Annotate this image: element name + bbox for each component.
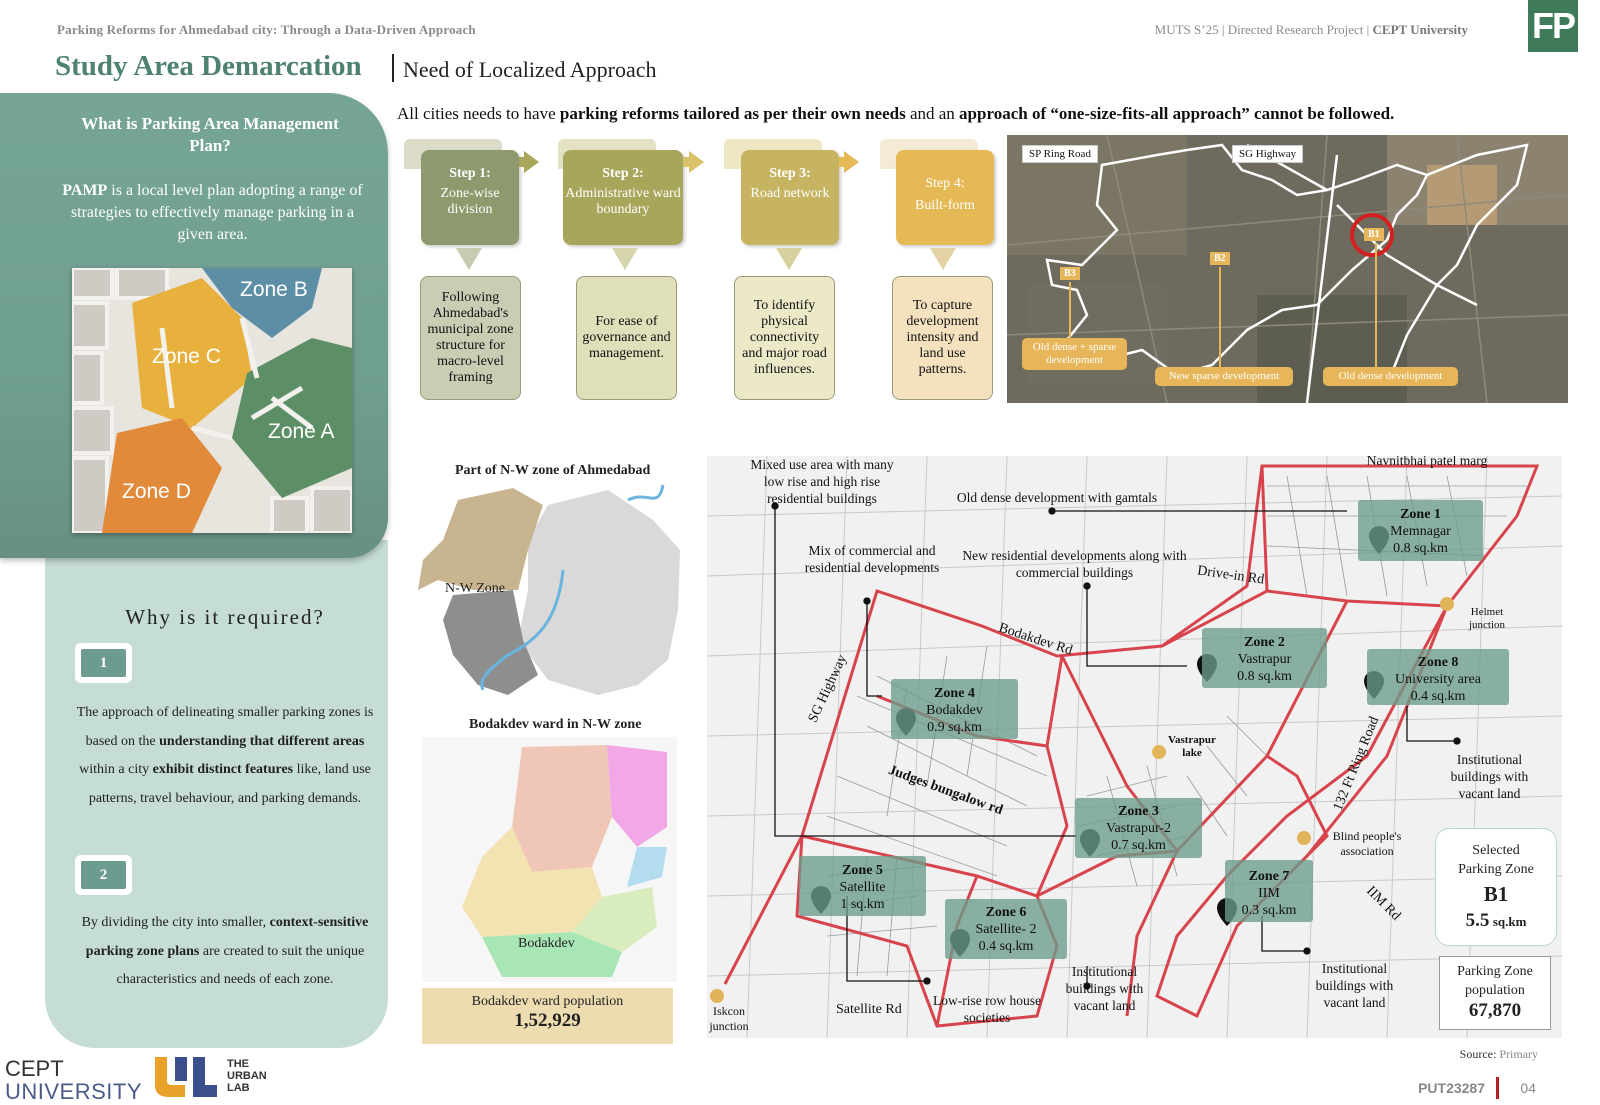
ann-old-dense: Old dense development with gamtals bbox=[956, 490, 1158, 505]
intro-bold2: approach of “one-size-fits-all approach” cannot be followed. bbox=[959, 104, 1395, 123]
zone-6-place: Satellite- 2 bbox=[975, 922, 1037, 937]
ward-population-box bbox=[422, 988, 673, 1044]
road-drive-in: Drive-in Rd bbox=[1196, 563, 1266, 588]
selected-zone-area-unit: sq.km bbox=[1492, 914, 1527, 929]
p1-b: understanding that different areas bbox=[159, 733, 365, 749]
zone-8-area: 0.4 sq.km bbox=[1410, 689, 1466, 704]
lab-line3: LAB bbox=[227, 1082, 250, 1094]
vastrapur-lake: Vastrapur lake bbox=[1168, 734, 1216, 759]
ann-institutional-3: Institutional buildings with vacant land bbox=[1065, 964, 1144, 1013]
p2-c: are created to suit the unique characteristics and needs of each zone. bbox=[116, 943, 365, 987]
urban-lab-logo-icon bbox=[153, 1055, 219, 1099]
zone-2-area: 0.8 sq.km bbox=[1237, 669, 1292, 684]
intro-part2: and an bbox=[905, 104, 960, 123]
step-3-desc: Road network bbox=[750, 186, 830, 201]
blind-peoples-association: Blind people's association bbox=[1332, 829, 1402, 858]
zone-8-card bbox=[1367, 649, 1509, 705]
ward-population-label: Bodakdev ward population bbox=[471, 994, 624, 1009]
selected-zone-area bbox=[1436, 910, 1556, 932]
point-1-badge bbox=[75, 643, 132, 683]
zone-2-place: Vastrapur bbox=[1237, 652, 1292, 667]
ward-population-value: 1,52,929 bbox=[514, 1010, 581, 1031]
pamp-question: What is Parking Area Management Plan? bbox=[81, 114, 339, 155]
program-label bbox=[1155, 22, 1468, 38]
zone-population-value: 67,870 bbox=[1468, 1000, 1522, 1021]
zone-5-place: Satellite bbox=[839, 880, 886, 895]
zone-population-label: Parking Zone population bbox=[1457, 964, 1533, 998]
zone-4-name: Zone 4 bbox=[934, 686, 975, 701]
ann-new-residential: New residential developments along with commercial buildings bbox=[962, 548, 1187, 580]
selected-zone-label: Selected Parking Zone bbox=[1458, 843, 1534, 877]
step-3-title: Step 3: bbox=[769, 166, 811, 181]
source-note bbox=[1460, 1047, 1538, 1062]
step-1-desc: Zone-wise division bbox=[440, 186, 500, 217]
satellite-image bbox=[1007, 135, 1568, 403]
selected-zone-id: B1 bbox=[1483, 882, 1509, 906]
page-title: Study Area Demarcation bbox=[55, 50, 362, 82]
step-arrow-2 bbox=[689, 151, 704, 173]
p1-a: The approach of delineating smaller parking zones is based on the bbox=[76, 705, 374, 749]
p1-e: like, land use patterns, travel behaviour, and parking demands. bbox=[88, 762, 371, 806]
source-value: Primary bbox=[1499, 1047, 1538, 1061]
intro-bold1: parking reforms tailored as per their own needs bbox=[559, 104, 906, 123]
nw-zone-caption: Part of N-W zone of Ahmedabad bbox=[455, 463, 651, 478]
intro-part1: All cities needs to have bbox=[397, 104, 560, 123]
zone-6-area: 0.4 sq.km bbox=[978, 939, 1034, 954]
cept-logo-line1: CEPT bbox=[5, 1056, 64, 1081]
nw-zone-label: N-W Zone bbox=[445, 581, 505, 596]
program-text: MUTS S’25 | Directed Research Project | bbox=[1154, 22, 1370, 37]
tag-old-dense-sparse: Old dense + sparse development bbox=[1022, 338, 1127, 370]
step-3-detail: To identify physical connectivity and major road influences. bbox=[734, 276, 835, 400]
step-4-desc: Built-form bbox=[915, 198, 975, 213]
selected-zone-area-value: 5.5 bbox=[1465, 910, 1490, 931]
source-label: Source: bbox=[1459, 1047, 1497, 1061]
block-b1-tag: B1 bbox=[1364, 228, 1384, 241]
zone-1-place: Memnagar bbox=[1390, 524, 1451, 539]
ann-low-rise: Low-rise row house societies bbox=[933, 993, 1041, 1025]
step-2-card bbox=[563, 150, 683, 245]
cept-logo bbox=[5, 1057, 142, 1103]
zone-4-card bbox=[891, 679, 1018, 739]
zone-8-name: Zone 8 bbox=[1417, 655, 1459, 670]
zone-d-label: Zone D bbox=[122, 480, 191, 503]
step-2-pointer bbox=[612, 248, 638, 270]
point-1-number: 1 bbox=[81, 649, 126, 677]
road-satellite: Satellite Rd bbox=[836, 1002, 902, 1017]
zone-7-place: IIM bbox=[1258, 886, 1280, 901]
lab-line2: URBAN bbox=[227, 1070, 267, 1082]
step-3-pointer bbox=[776, 248, 802, 270]
step-4-card bbox=[896, 150, 994, 245]
block-b3-tag: B3 bbox=[1060, 267, 1080, 280]
zone-8-place: University area bbox=[1395, 672, 1481, 687]
tag-old-dense: Old dense development bbox=[1323, 367, 1458, 386]
zone-1-name: Zone 1 bbox=[1400, 507, 1441, 522]
ward-caption: Bodakdev ward in N-W zone bbox=[469, 717, 642, 732]
selected-zone-box bbox=[1435, 828, 1557, 946]
zone-3-name: Zone 3 bbox=[1118, 804, 1159, 819]
zone-b-label: Zone B bbox=[240, 278, 308, 301]
step-arrow-1 bbox=[524, 151, 539, 173]
zone-illustration bbox=[72, 268, 352, 533]
cept-logo-line2: UNIVERSITY bbox=[5, 1079, 143, 1104]
point-1-text bbox=[70, 699, 380, 813]
helmet-junction: Helmet junction bbox=[1468, 606, 1506, 631]
b2-leader bbox=[1219, 267, 1221, 367]
ann-institutional-1: Institutional buildings with vacant land bbox=[1450, 752, 1529, 801]
b1-leader bbox=[1375, 243, 1377, 367]
pamp-acronym: PAMP bbox=[62, 182, 108, 199]
zone-7-name: Zone 7 bbox=[1248, 869, 1290, 884]
point-2-badge bbox=[75, 855, 132, 895]
zone-6-card bbox=[945, 899, 1067, 959]
zone-5-name: Zone 5 bbox=[842, 863, 883, 878]
pamp-def-text: is a local level plan adopting a range of strategies to effectively manage parking in a given area. bbox=[70, 182, 363, 243]
zone-c-label: Zone C bbox=[152, 345, 221, 368]
road-bodakdev: Bodakdev Rd bbox=[996, 620, 1075, 659]
university-name: CEPT University bbox=[1372, 22, 1468, 37]
zone-4-place: Bodakdev bbox=[926, 703, 983, 718]
page-number: 04 bbox=[1520, 1080, 1536, 1096]
title-separator bbox=[392, 54, 394, 82]
zone-2-name: Zone 2 bbox=[1244, 635, 1285, 650]
ann-mix-commercial: Mix of commercial and residential developments bbox=[804, 543, 940, 575]
p1-c: within a city bbox=[79, 762, 153, 777]
ann-mixed-use: Mixed use area with many low rise and high rise residential buildings bbox=[750, 457, 894, 506]
step-4-detail: To capture development intensity and land use patterns. bbox=[892, 276, 993, 400]
block-b2-tag: B2 bbox=[1210, 252, 1230, 265]
step-arrow-3 bbox=[844, 151, 859, 173]
zone-7-card bbox=[1225, 860, 1313, 922]
ann-institutional-2: Institutional buildings with vacant land bbox=[1315, 961, 1394, 1010]
page-subtitle: Need of Localized Approach bbox=[403, 57, 657, 82]
tag-new-sparse: New sparse development bbox=[1155, 367, 1293, 386]
sat-label-sp-ring: SP Ring Road bbox=[1022, 145, 1098, 163]
bodakdev-ward-map bbox=[422, 737, 677, 982]
step-2-desc: Administrative ward boundary bbox=[565, 186, 681, 217]
step-4-pointer bbox=[930, 248, 956, 270]
zone-1-area: 0.8 sq.km bbox=[1393, 541, 1448, 556]
road-judges-bungalow: Judges bungalow rd bbox=[886, 762, 1005, 819]
zone-3-place: Vastrapur-2 bbox=[1105, 821, 1172, 836]
zone-5-area: 1 sq.km bbox=[840, 897, 885, 912]
zone-7-area: 0.3 sq.km bbox=[1241, 903, 1297, 918]
sheet-id: PUT23287 bbox=[1418, 1080, 1485, 1096]
zone-1-card bbox=[1358, 500, 1483, 561]
step-1-card bbox=[421, 150, 519, 245]
step-1-title: Step 1: bbox=[449, 166, 491, 181]
road-sg-highway: SG Highway bbox=[805, 652, 851, 725]
step-4-title: Step 4: bbox=[925, 176, 965, 191]
zone-map bbox=[707, 456, 1562, 1038]
p2-a: By dividing the city into smaller, bbox=[81, 915, 270, 930]
zone-6-name: Zone 6 bbox=[985, 905, 1027, 920]
zone-3-area: 0.7 sq.km bbox=[1111, 838, 1166, 853]
bodakdev-label: Bodakdev bbox=[518, 936, 575, 951]
road-navnitbhai: Navnitbhai patel marg bbox=[1366, 456, 1488, 468]
zone-2-card bbox=[1202, 628, 1327, 688]
sat-label-sg-highway: SG Highway bbox=[1232, 145, 1303, 163]
point-2-text bbox=[70, 909, 380, 995]
footer-divider bbox=[1496, 1077, 1499, 1099]
intro-statement bbox=[397, 104, 1394, 124]
nw-zone-map bbox=[418, 480, 693, 710]
zone-5-card bbox=[799, 856, 926, 916]
lab-line1: THE bbox=[227, 1058, 249, 1070]
p2-b: context-sensitive parking zone plans bbox=[85, 915, 369, 959]
project-title: Parking Reforms for Ahmedabad city: Through a Data-Driven Approach bbox=[57, 22, 476, 37]
road-iim: IIM Rd bbox=[1363, 883, 1404, 924]
b3-leader bbox=[1069, 282, 1071, 338]
zone-population-box bbox=[1439, 956, 1551, 1030]
step-2-detail: For ease of governance and management. bbox=[576, 276, 677, 400]
zone-4-area: 0.9 sq.km bbox=[927, 720, 982, 735]
zone-a-label: Zone A bbox=[268, 420, 335, 443]
pamp-definition bbox=[55, 180, 370, 246]
step-1-detail: Following Ahmedabad's municipal zone structure for macro-level framing bbox=[420, 276, 521, 400]
iskcon-junction: Iskcon junction bbox=[709, 1004, 749, 1033]
fp-badge: FP bbox=[1528, 0, 1578, 52]
road-132-ring: 132 Ft Ring Road bbox=[1330, 714, 1383, 813]
p1-d: exhibit distinct features bbox=[152, 762, 294, 777]
step-3-card bbox=[741, 150, 839, 245]
why-heading: Why is it required? bbox=[125, 605, 325, 629]
step-1-pointer bbox=[456, 248, 482, 270]
point-2-number: 2 bbox=[81, 861, 126, 889]
urban-lab-logo-text bbox=[227, 1058, 267, 1094]
zone-3-card bbox=[1075, 798, 1202, 858]
step-2-title: Step 2: bbox=[602, 166, 644, 181]
